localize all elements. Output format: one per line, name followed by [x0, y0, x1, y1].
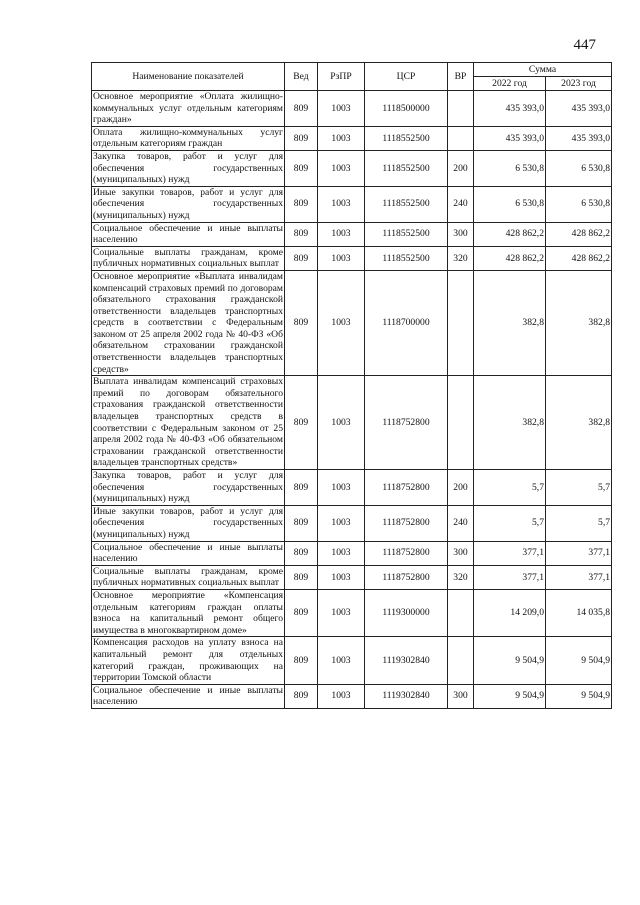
cell-sum-2022: 435 393,0	[474, 91, 546, 127]
header-year-2023: 2023 год	[546, 77, 612, 91]
cell-rzpr: 1003	[318, 376, 365, 470]
cell-sum-2022: 428 862,2	[474, 222, 546, 246]
cell-sum-2023: 435 393,0	[546, 91, 612, 127]
cell-name: Социальное обеспечение и иные выплаты населению	[93, 222, 283, 246]
cell-vr	[448, 637, 474, 684]
cell-rzpr: 1003	[318, 541, 365, 565]
cell-name: Социальные выплаты гражданам, кроме публичных нормативных социальных выплат	[93, 565, 283, 589]
cell-csr: 1118752800	[365, 541, 448, 565]
cell-vr: 300	[448, 222, 474, 246]
cell-ved: 809	[285, 246, 318, 270]
table-row	[92, 684, 612, 708]
cell-sum-2022: 377,1	[474, 541, 546, 565]
cell-sum-2022: 435 393,0	[474, 126, 546, 150]
cell-csr: 1119300000	[365, 589, 448, 636]
cell-ved: 809	[285, 376, 318, 470]
table-row	[92, 91, 612, 127]
cell-ved: 809	[285, 150, 318, 186]
cell-ved: 809	[285, 505, 318, 541]
cell-rzpr: 1003	[318, 637, 365, 684]
cell-rzpr: 1003	[318, 222, 365, 246]
cell-vr: 200	[448, 470, 474, 506]
cell-ved: 809	[285, 270, 318, 375]
header-csr: ЦСР	[365, 63, 448, 91]
cell-sum-2023: 5,7	[546, 470, 612, 506]
table-row	[92, 222, 612, 246]
cell-vr: 240	[448, 186, 474, 222]
cell-rzpr: 1003	[318, 126, 365, 150]
cell-rzpr: 1003	[318, 150, 365, 186]
cell-sum-2023: 377,1	[546, 565, 612, 589]
cell-name: Закупка товаров, работ и услуг для обеспечения государственных (муниципальных) нужд	[93, 470, 283, 505]
header-sum: Сумма	[474, 63, 612, 77]
cell-sum-2022: 377,1	[474, 565, 546, 589]
cell-sum-2022: 9 504,9	[474, 684, 546, 708]
cell-rzpr: 1003	[318, 505, 365, 541]
cell-rzpr: 1003	[318, 684, 365, 708]
cell-rzpr: 1003	[318, 186, 365, 222]
cell-ved: 809	[285, 186, 318, 222]
cell-csr: 1118700000	[365, 270, 448, 375]
cell-name: Закупка товаров, работ и услуг для обеспечения государственных (муниципальных) нужд	[93, 150, 283, 186]
table-row	[92, 186, 612, 222]
cell-sum-2022: 382,8	[474, 376, 546, 470]
header-ved: Вед	[285, 63, 318, 91]
cell-ved: 809	[285, 470, 318, 506]
cell-rzpr: 1003	[318, 246, 365, 270]
cell-sum-2023: 6 530,8	[546, 186, 612, 222]
cell-sum-2023: 377,1	[546, 541, 612, 565]
cell-sum-2023: 9 504,9	[546, 684, 612, 708]
table-row	[92, 150, 612, 186]
cell-csr: 1118500000	[365, 91, 448, 127]
header-rzpr: РзПР	[318, 63, 365, 91]
table-row	[92, 470, 612, 506]
cell-csr: 1118752800	[365, 376, 448, 470]
cell-name: Оплата жилищно-коммунальных услуг отдельным категориям граждан	[93, 126, 283, 150]
cell-csr: 1118752800	[365, 470, 448, 506]
cell-sum-2022: 6 530,8	[474, 150, 546, 186]
cell-rzpr: 1003	[318, 270, 365, 375]
cell-vr: 240	[448, 505, 474, 541]
cell-csr: 1118552500	[365, 222, 448, 246]
cell-name: Основное мероприятие «Компенсация отдельным категориям граждан оплаты взноса на капитальный ремонт общего имущества в многоквартирном доме»	[93, 589, 283, 636]
cell-ved: 809	[285, 637, 318, 684]
cell-csr: 1118752800	[365, 505, 448, 541]
cell-csr: 1118752800	[365, 565, 448, 589]
cell-rzpr: 1003	[318, 470, 365, 506]
table-body	[92, 91, 612, 709]
cell-rzpr: 1003	[318, 91, 365, 127]
cell-vr	[448, 270, 474, 375]
cell-sum-2022: 6 530,8	[474, 186, 546, 222]
cell-vr: 320	[448, 246, 474, 270]
cell-name: Основное мероприятие «Оплата жилищно-коммунальных услуг отдельным категориям граждан»	[93, 91, 283, 126]
cell-vr	[448, 376, 474, 470]
header-year-2022: 2022 год	[474, 77, 546, 91]
cell-sum-2022: 428 862,2	[474, 246, 546, 270]
header-name: Наименование показателей	[92, 63, 285, 91]
cell-sum-2023: 382,8	[546, 270, 612, 375]
page-number: 447	[573, 37, 596, 53]
cell-sum-2023: 428 862,2	[546, 246, 612, 270]
budget-table	[91, 62, 612, 709]
cell-name: Социальное обеспечение и иные выплаты населению	[93, 684, 283, 708]
cell-sum-2023: 382,8	[546, 376, 612, 470]
table-row	[92, 541, 612, 565]
cell-sum-2023: 9 504,9	[546, 637, 612, 684]
cell-ved: 809	[285, 541, 318, 565]
table-row	[92, 589, 612, 636]
cell-sum-2023: 6 530,8	[546, 150, 612, 186]
cell-vr	[448, 589, 474, 636]
cell-rzpr: 1003	[318, 565, 365, 589]
cell-vr: 300	[448, 541, 474, 565]
table-row	[92, 270, 612, 375]
cell-vr: 300	[448, 684, 474, 708]
cell-csr: 1119302840	[365, 637, 448, 684]
header-vr: ВР	[448, 63, 474, 91]
cell-sum-2023: 5,7	[546, 505, 612, 541]
cell-ved: 809	[285, 91, 318, 127]
cell-ved: 809	[285, 589, 318, 636]
cell-sum-2023: 14 035,8	[546, 589, 612, 636]
cell-name: Компенсация расходов на уплату взноса на капитальный ремонт для отдельных категорий граждан, проживающих на территории Томской области	[93, 637, 283, 684]
cell-rzpr: 1003	[318, 589, 365, 636]
cell-vr	[448, 91, 474, 127]
table-row	[92, 505, 612, 541]
cell-name: Иные закупки товаров, работ и услуг для обеспечения государственных (муниципальных) нужд	[93, 186, 283, 221]
table-row	[92, 246, 612, 270]
cell-name: Социальные выплаты гражданам, кроме публичных нормативных социальных выплат	[93, 246, 283, 270]
cell-ved: 809	[285, 684, 318, 708]
cell-csr: 1119302840	[365, 684, 448, 708]
cell-csr: 1118552500	[365, 150, 448, 186]
cell-sum-2022: 5,7	[474, 470, 546, 506]
cell-name: Основное мероприятие «Выплата инвалидам компенсаций страховых премий по договорам обязательного страхования гражданской ответственности владельцев транспортных средств в соответствии с Федеральным законом от 25 апреля 2002 года № 40-ФЗ «Об обязательном страховании гражданской ответственности владельцев транспортных средств»	[93, 270, 283, 375]
cell-csr: 1118552500	[365, 246, 448, 270]
table-row	[92, 126, 612, 150]
cell-vr: 320	[448, 565, 474, 589]
cell-vr: 200	[448, 150, 474, 186]
table-row	[92, 637, 612, 684]
cell-csr: 1118552500	[365, 126, 448, 150]
cell-csr: 1118552500	[365, 186, 448, 222]
cell-name: Иные закупки товаров, работ и услуг для обеспечения государственных (муниципальных) нужд	[93, 505, 283, 540]
cell-sum-2023: 435 393,0	[546, 126, 612, 150]
cell-name: Социальное обеспечение и иные выплаты населению	[93, 541, 283, 565]
cell-ved: 809	[285, 565, 318, 589]
table-row	[92, 565, 612, 589]
cell-ved: 809	[285, 222, 318, 246]
table-row	[92, 376, 612, 470]
cell-sum-2022: 5,7	[474, 505, 546, 541]
cell-name: Выплата инвалидам компенсаций страховых премий по договорам обязательного страхования гражданской ответственности владельцев транспортных средств в соответствии с Федеральным законом от 25 апреля 2002 года № 40-ФЗ «Об обязательном страховании гражданской ответственности владельцев транспортных средств»	[93, 376, 283, 469]
cell-sum-2022: 382,8	[474, 270, 546, 375]
cell-vr	[448, 126, 474, 150]
cell-sum-2022: 14 209,0	[474, 589, 546, 636]
cell-ved: 809	[285, 126, 318, 150]
cell-sum-2023: 428 862,2	[546, 222, 612, 246]
cell-sum-2022: 9 504,9	[474, 637, 546, 684]
